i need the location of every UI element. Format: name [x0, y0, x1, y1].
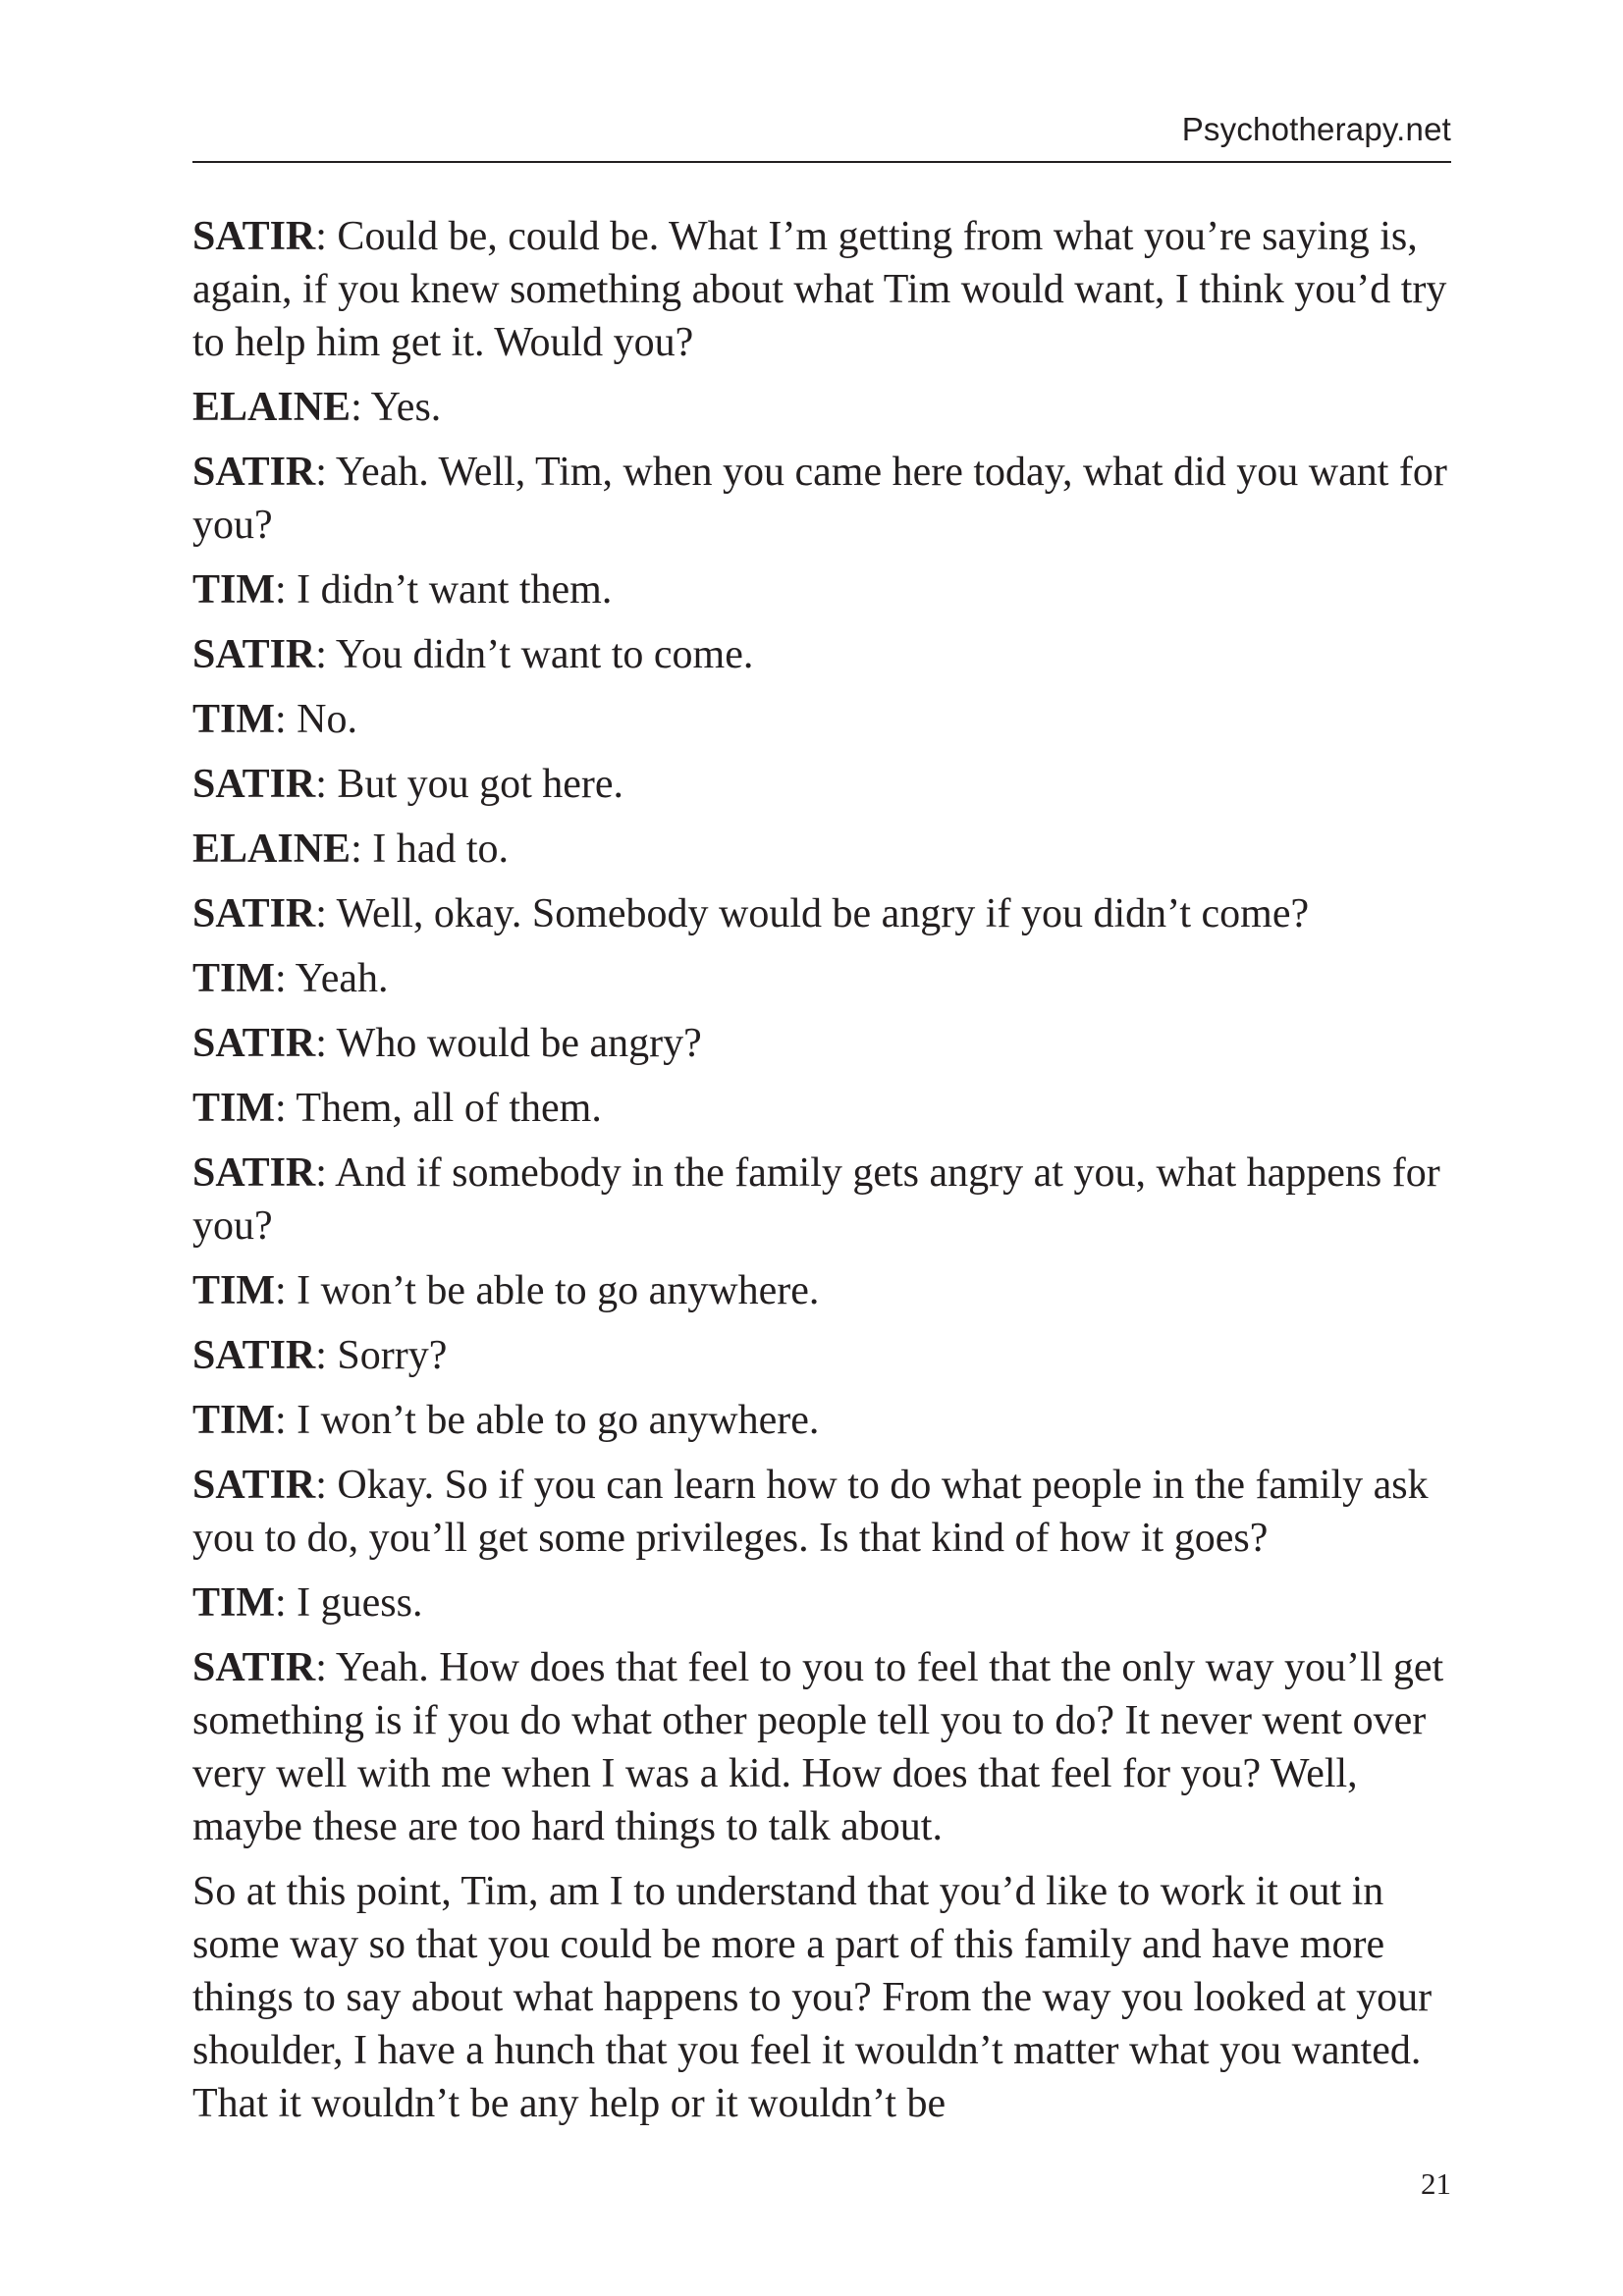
dialogue-line [192, 1459, 1459, 1565]
line-text: : Sorry? [315, 1333, 448, 1378]
dialogue-line [192, 210, 1459, 369]
dialogue-line [192, 563, 1459, 616]
continuation-paragraph [192, 1865, 1459, 2130]
speaker-name: SATIR [192, 891, 316, 936]
speaker-name: TIM [192, 956, 275, 1001]
speaker-name: SATIR [192, 632, 316, 677]
dialogue-line [192, 887, 1459, 940]
line-text: : I guess. [275, 1580, 423, 1626]
dialogue-line [192, 758, 1459, 811]
line-text: : Could be, could be. What I’m getting from what you’re saying is, again, if you knew something about what Tim would want, I think you’d try to help him get it. Would you? [192, 214, 1447, 365]
publisher-name: Psychotherapy.net [1181, 111, 1451, 147]
speaker-name: SATIR [192, 1333, 316, 1378]
line-text: : Who would be angry? [315, 1021, 702, 1066]
line-text: : I won’t be able to go anywhere. [275, 1398, 820, 1443]
line-text: : I had to. [351, 827, 510, 872]
dialogue-line [192, 381, 1459, 434]
line-text: : Okay. So if you can learn how to do what people in the family ask you to do, you’ll get some privileges. Is that kind of how it goes? [192, 1463, 1429, 1561]
line-text: : Well, okay. Somebody would be angry if you didn’t come? [315, 891, 1310, 936]
dialogue-line [192, 1576, 1459, 1629]
speaker-name: TIM [192, 1580, 275, 1626]
speaker-name: SATIR [192, 762, 316, 807]
speaker-name: SATIR [192, 1645, 316, 1690]
dialogue-line [192, 628, 1459, 681]
line-text: : But you got here. [315, 762, 624, 807]
speaker-name: TIM [192, 1398, 275, 1443]
running-header [192, 110, 1451, 163]
line-text: : You didn’t want to come. [315, 632, 754, 677]
line-text: So at this point, Tim, am I to understand that you’d like to work it out in some way so that you could be more a part of this family and have more things to say about what happens to you? From the way you looked at your shoulder, I have a hunch that you feel it wouldn’t matter what you wanted. That it wouldn’t be any help or it wouldn’t be [192, 1869, 1433, 2126]
dialogue-line [192, 1641, 1459, 1853]
speaker-name: TIM [192, 697, 275, 742]
dialogue-line [192, 952, 1459, 1005]
speaker-name: TIM [192, 1268, 275, 1313]
dialogue-line [192, 1017, 1459, 1070]
speaker-name: TIM [192, 1086, 275, 1131]
speaker-name: SATIR [192, 1463, 316, 1508]
speaker-name: SATIR [192, 1150, 316, 1196]
dialogue-line [192, 446, 1459, 552]
line-text: : Yeah. Well, Tim, when you came here today, what did you want for you? [192, 450, 1447, 548]
dialogue-line [192, 1147, 1459, 1253]
dialogue-line [192, 823, 1459, 876]
speaker-name: TIM [192, 567, 275, 613]
speaker-name: SATIR [192, 1021, 316, 1066]
line-text: : No. [275, 697, 357, 742]
line-text: : And if somebody in the family gets angry at you, what happens for you? [192, 1150, 1440, 1249]
dialogue-line [192, 1264, 1459, 1317]
line-text: : Them, all of them. [275, 1086, 602, 1131]
speaker-name: ELAINE [192, 385, 352, 430]
speaker-name: ELAINE [192, 827, 352, 872]
line-text: : I didn’t want them. [275, 567, 613, 613]
line-text: : Yeah. [275, 956, 389, 1001]
dialogue-line [192, 693, 1459, 746]
page-number: 21 [1421, 2166, 1451, 2201]
transcript-body [192, 210, 1459, 2142]
dialogue-line [192, 1394, 1459, 1447]
dialogue-line [192, 1329, 1459, 1382]
speaker-name: SATIR [192, 450, 316, 495]
line-text: : Yes. [351, 385, 442, 430]
dialogue-line [192, 1082, 1459, 1135]
line-text: : I won’t be able to go anywhere. [275, 1268, 820, 1313]
speaker-name: SATIR [192, 214, 316, 259]
line-text: : Yeah. How does that feel to you to feel that the only way you’ll get something is if you do what other people tell you to do? It never went over very well with me when I was a kid. How does that feel for you? Well, maybe these are too hard things to talk about. [192, 1645, 1444, 1849]
